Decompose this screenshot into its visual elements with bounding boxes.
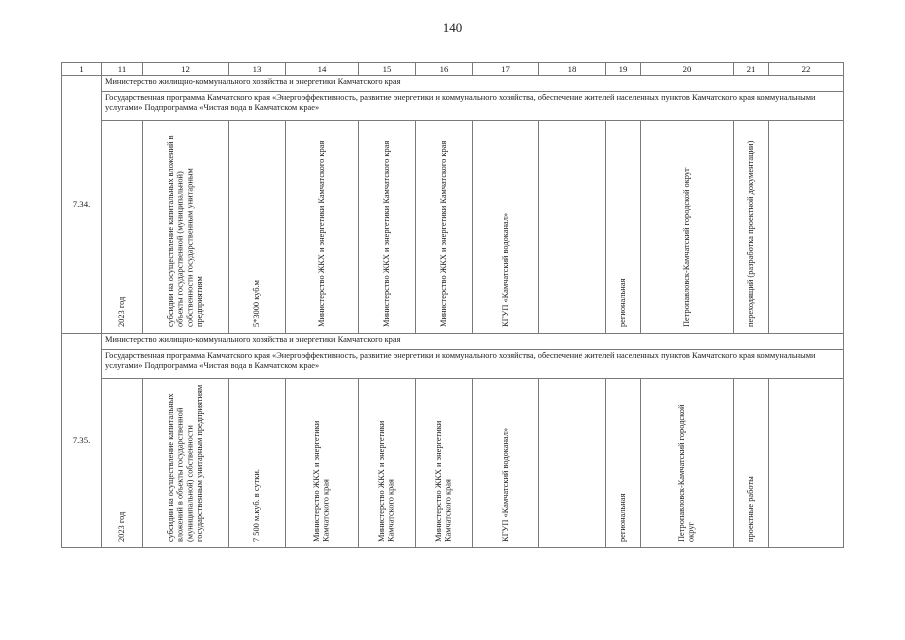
cell-capacity — [229, 121, 286, 334]
col-header-1: 1 — [62, 63, 102, 76]
col-header-13: 13 — [229, 63, 286, 76]
col-header-16: 16 — [416, 63, 473, 76]
cell-col-22 — [769, 379, 844, 548]
column-number-row — [62, 63, 844, 76]
col-header-12: 12 — [143, 63, 229, 76]
row-number: 7.35. — [62, 334, 102, 548]
cell-location — [641, 121, 734, 334]
cell-coordinator — [359, 379, 416, 548]
col-header-20: 20 — [641, 63, 734, 76]
cell-funding-type-text: субсидии на осуществление капитальных вложений в объекты государственной (муниципальной) собственности государственным унитарным предприятиям — [166, 135, 205, 327]
cell-customer — [286, 121, 359, 334]
cell-capacity-text: 5*3000 куб.м — [252, 280, 262, 327]
cell-status — [734, 121, 769, 334]
cell-coordinator — [359, 121, 416, 334]
cell-status-text: проектные работы — [746, 476, 756, 542]
cell-location-text: Петропавловск-Камчатский городской округ — [677, 404, 696, 542]
col-header-11: 11 — [102, 63, 143, 76]
cell-developer — [473, 379, 539, 548]
ministry-name: Министерство жилищно-коммунального хозяйства и энергетики Камчатского края — [102, 334, 844, 350]
cell-period-text: 2023 год — [117, 296, 127, 327]
table-row — [62, 350, 844, 379]
cell-administrator-text: Министерство ЖКХ и энергетики Камчатского края — [434, 420, 453, 542]
col-header-18: 18 — [539, 63, 606, 76]
cell-ownership — [606, 121, 641, 334]
cell-ownership-text: региональная — [618, 493, 628, 542]
table-row — [62, 92, 844, 121]
program-name: Государственная программа Камчатского края «Энергоэффективность, развитие энергетики и коммунального хозяйства, обеспечение жителей населенных пунктов Камчатского края коммунальными услугами» Подпрограмма «Чистая вода в Камчатском крае» — [102, 350, 844, 379]
table-row — [62, 379, 844, 548]
cell-developer — [473, 121, 539, 334]
cell-ownership — [606, 379, 641, 548]
page-number: 140 — [442, 20, 463, 35]
cell-customer — [286, 379, 359, 548]
cell-period-text: 2023 год — [117, 511, 127, 542]
cell-administrator — [416, 121, 473, 334]
cell-coordinator-text: Министерство ЖКХ и энергетики Камчатского края — [377, 420, 396, 542]
row-number: 7.34. — [62, 76, 102, 334]
cell-location — [641, 379, 734, 548]
cell-period — [102, 379, 143, 548]
cell-col-18 — [539, 121, 606, 334]
col-header-19: 19 — [606, 63, 641, 76]
col-header-22: 22 — [769, 63, 844, 76]
col-header-17: 17 — [473, 63, 539, 76]
col-header-15: 15 — [359, 63, 416, 76]
cell-capacity — [229, 379, 286, 548]
register-table — [61, 62, 844, 548]
ministry-name: Министерство жилищно-коммунального хозяйства и энергетики Камчатского края — [102, 76, 844, 92]
cell-col-22 — [769, 121, 844, 334]
cell-ownership-text: региональная — [618, 278, 628, 327]
cell-capacity-text: 7 500 м.куб. в сутки. — [252, 469, 262, 542]
table-row — [62, 121, 844, 334]
cell-customer-text: Министерство ЖКХ и энергетики Камчатского края — [317, 140, 327, 327]
cell-period — [102, 121, 143, 334]
table-row — [62, 76, 844, 92]
col-header-21: 21 — [734, 63, 769, 76]
cell-administrator-text: Министерство ЖКХ и энергетики Камчатского края — [439, 140, 449, 327]
program-name: Государственная программа Камчатского края «Энергоэффективность, развитие энергетики и коммунального хозяйства, обеспечение жителей населенных пунктов Камчатского края коммунальными услугами» Подпрограмма «Чистая вода в Камчатском крае» — [102, 92, 844, 121]
table-row — [62, 334, 844, 350]
cell-administrator — [416, 379, 473, 548]
cell-coordinator-text: Министерство ЖКХ и энергетики Камчатского края — [382, 140, 392, 327]
cell-funding-type — [143, 121, 229, 334]
cell-status-text: переходящий (разработка проектной документации) — [746, 140, 756, 327]
cell-developer-text: КГУП «Камчатский водоканал» — [500, 427, 510, 542]
cell-funding-type-text: субсидии на осуществление капитальных вложений в объекты государственной (муниципальной) собственности государственным унитарным предприятиям — [166, 384, 205, 542]
cell-location-text: Петропавловск-Камчатский городской округ — [682, 167, 692, 327]
col-header-14: 14 — [286, 63, 359, 76]
cell-developer-text: КГУП «Камчатский водоканал» — [500, 212, 510, 327]
cell-customer-text: Министерство ЖКХ и энергетики Камчатского края — [312, 420, 331, 542]
cell-col-18 — [539, 379, 606, 548]
cell-funding-type — [143, 379, 229, 548]
cell-status — [734, 379, 769, 548]
